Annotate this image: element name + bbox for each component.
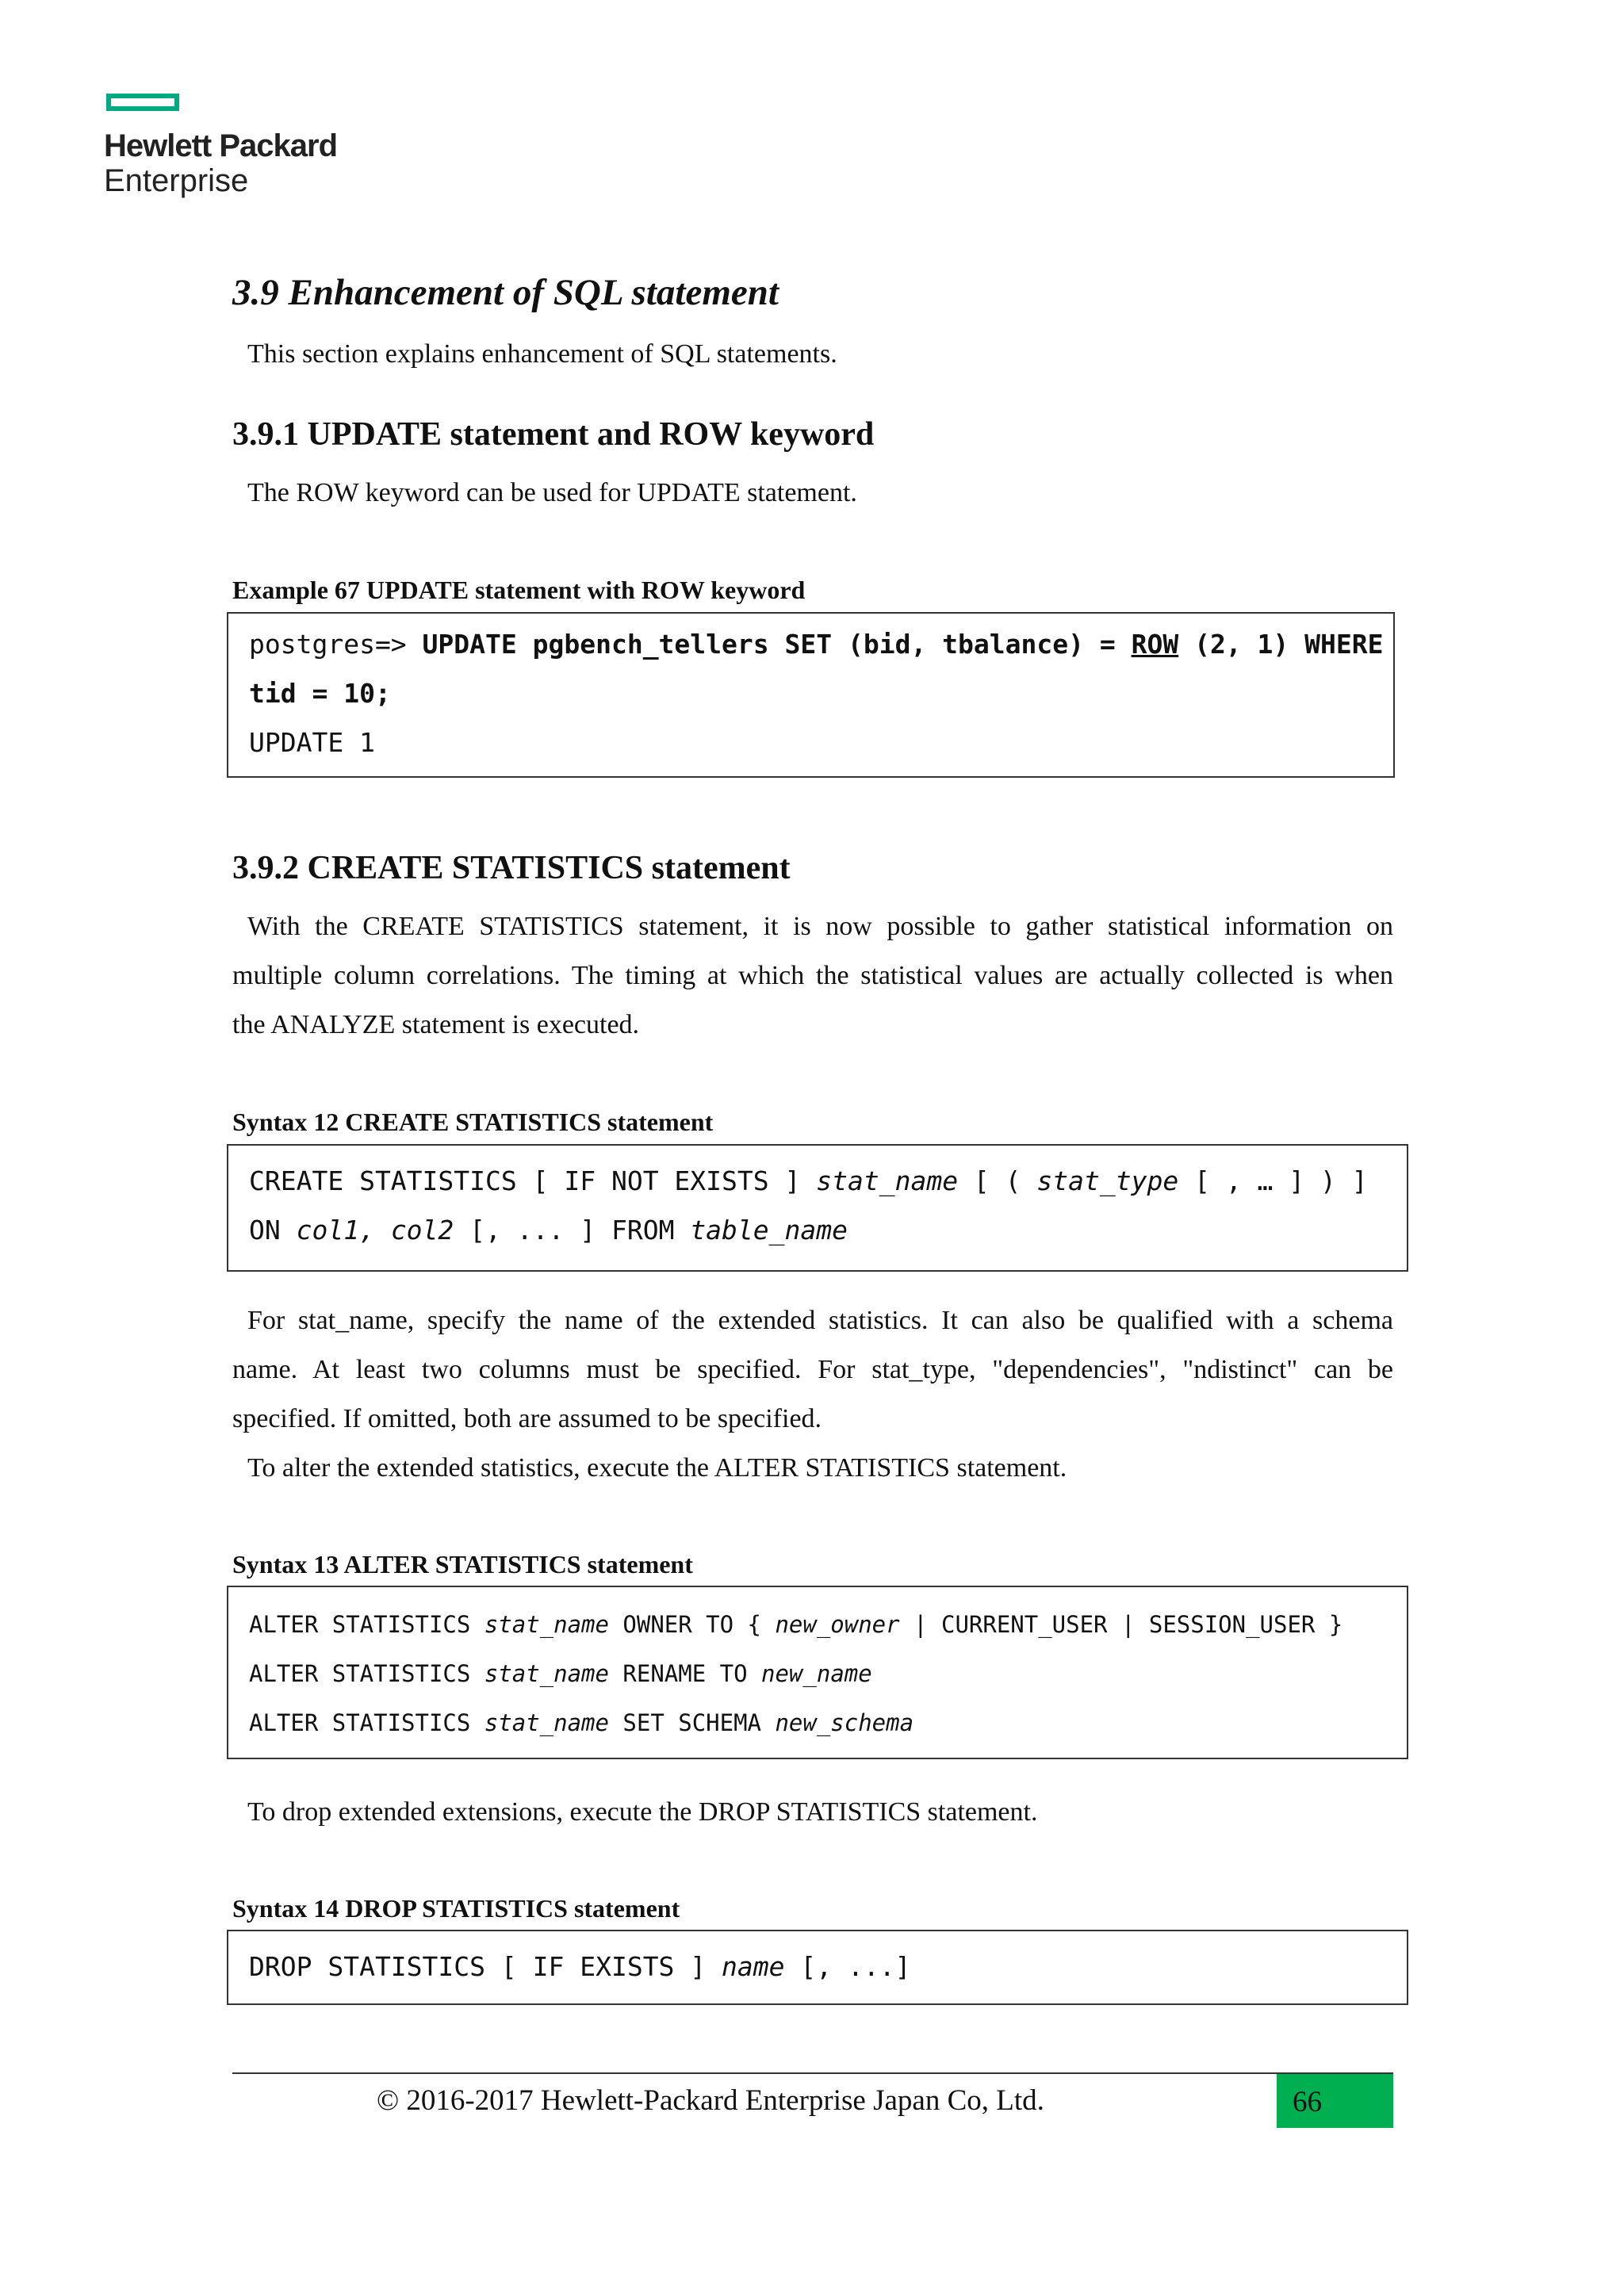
code-prompt: postgres=> bbox=[249, 629, 423, 660]
syntax-14-text: [, ...] bbox=[784, 1951, 911, 1982]
syntax-13-param: stat_name bbox=[484, 1611, 609, 1638]
syntax-12-line-1 bbox=[249, 1157, 1368, 1206]
syntax-13-text: ALTER STATISTICS bbox=[249, 1611, 485, 1638]
para2-line1: For stat_name, specify the name of the extended statistics. It can also be qualified with a schema bbox=[247, 1306, 1393, 1335]
para2-line2: name. At least two columns must be specified. For stat_type, "dependencies", "ndistinct" can be bbox=[232, 1355, 1393, 1384]
syntax-12-text: [, ... ] FROM bbox=[454, 1215, 691, 1246]
logo-text-line2: Enterprise bbox=[104, 163, 249, 198]
syntax-12-text: [ , … ] ) ] bbox=[1178, 1165, 1368, 1196]
example-67-caption: Example 67 UPDATE statement with ROW keyword bbox=[232, 576, 806, 604]
syntax-13-param: new_owner bbox=[775, 1611, 900, 1638]
syntax-14-text: DROP STATISTICS [ IF EXISTS ] bbox=[249, 1951, 722, 1982]
syntax-14-param: name bbox=[722, 1951, 785, 1982]
syntax-13-text: OWNER TO { bbox=[608, 1611, 776, 1638]
logo-text-line1: Hewlett Packard bbox=[104, 128, 338, 163]
syntax-13-text: | CURRENT_USER | SESSION_USER } bbox=[899, 1611, 1343, 1638]
syntax-13-param: new_name bbox=[761, 1660, 872, 1687]
para1-line1: With the CREATE STATISTICS statement, it is now possible to gather statistical information on bbox=[247, 912, 1393, 941]
syntax-14-caption: Syntax 14 DROP STATISTICS statement bbox=[232, 1894, 680, 1923]
hpe-logo-bar bbox=[106, 94, 179, 111]
syntax-12-param: stat_name bbox=[816, 1165, 959, 1196]
syntax-13-caption: Syntax 13 ALTER STATISTICS statement bbox=[232, 1550, 693, 1578]
para4: To drop extended extensions, execute the DROP STATISTICS statement. bbox=[247, 1797, 1038, 1827]
para3: To alter the extended statistics, execute the ALTER STATISTICS statement. bbox=[247, 1453, 1067, 1483]
code-line-2: tid = 10; bbox=[249, 678, 391, 709]
syntax-13-param: stat_name bbox=[484, 1660, 609, 1687]
code-update-cmd: UPDATE pgbench_tellers SET (bid, tbalance) = bbox=[422, 629, 1132, 660]
syntax-13-line-1 bbox=[249, 1600, 1342, 1649]
section-title: 3.9 Enhancement of SQL statement bbox=[232, 272, 779, 313]
syntax-12-line-2 bbox=[249, 1206, 848, 1255]
subsection-391-title: 3.9.1 UPDATE statement and ROW keyword bbox=[232, 416, 875, 453]
syntax-12-text: CREATE STATISTICS [ IF NOT EXISTS ] bbox=[249, 1165, 817, 1196]
syntax-13-param: new_schema bbox=[775, 1709, 914, 1736]
syntax-13-text: ALTER STATISTICS bbox=[249, 1709, 485, 1736]
syntax-12-caption: Syntax 12 CREATE STATISTICS statement bbox=[232, 1108, 714, 1136]
code-result: UPDATE 1 bbox=[249, 727, 375, 758]
syntax-12-param: col1, col2 bbox=[296, 1215, 454, 1246]
syntax-14-line-1 bbox=[249, 1942, 910, 1992]
subsection-392-title: 3.9.2 CREATE STATISTICS statement bbox=[232, 850, 791, 886]
syntax-12-param: stat_type bbox=[1036, 1165, 1179, 1196]
code-update-cmd-tail: (2, 1) WHERE bbox=[1178, 629, 1384, 660]
syntax-12-text: ON bbox=[249, 1215, 297, 1246]
syntax-13-text: ALTER STATISTICS bbox=[249, 1660, 485, 1687]
para2-line3: specified. If omitted, both are assumed to be specified. bbox=[232, 1404, 822, 1433]
syntax-13-code-box bbox=[227, 1586, 1408, 1759]
para1-line3: the ANALYZE statement is executed. bbox=[232, 1010, 640, 1039]
syntax-14-code-box bbox=[227, 1930, 1408, 2005]
syntax-13-text: RENAME TO bbox=[608, 1660, 762, 1687]
footer-rule bbox=[232, 2072, 1393, 2074]
syntax-13-line-2 bbox=[249, 1649, 872, 1698]
syntax-12-param: table_name bbox=[690, 1215, 848, 1246]
example-67-code-box bbox=[227, 612, 1395, 778]
para1-line2: multiple column correlations. The timing at which the statistical values are actually collected is when bbox=[232, 961, 1393, 990]
syntax-13-text: SET SCHEMA bbox=[608, 1709, 776, 1736]
syntax-13-line-3 bbox=[249, 1698, 914, 1747]
subsection-391-text: The ROW keyword can be used for UPDATE statement. bbox=[247, 478, 857, 507]
syntax-12-code-box bbox=[227, 1144, 1408, 1272]
code-row-keyword: ROW bbox=[1131, 629, 1179, 660]
footer-copyright: © 2016-2017 Hewlett-Packard Enterprise Japan Co, Ltd. bbox=[377, 2084, 1044, 2117]
code-line-1 bbox=[249, 620, 1383, 669]
syntax-12-text: [ ( bbox=[958, 1165, 1037, 1196]
page-number: 66 bbox=[1293, 2086, 1322, 2118]
syntax-13-param: stat_name bbox=[484, 1709, 609, 1736]
section-intro: This section explains enhancement of SQL statements. bbox=[247, 339, 837, 369]
